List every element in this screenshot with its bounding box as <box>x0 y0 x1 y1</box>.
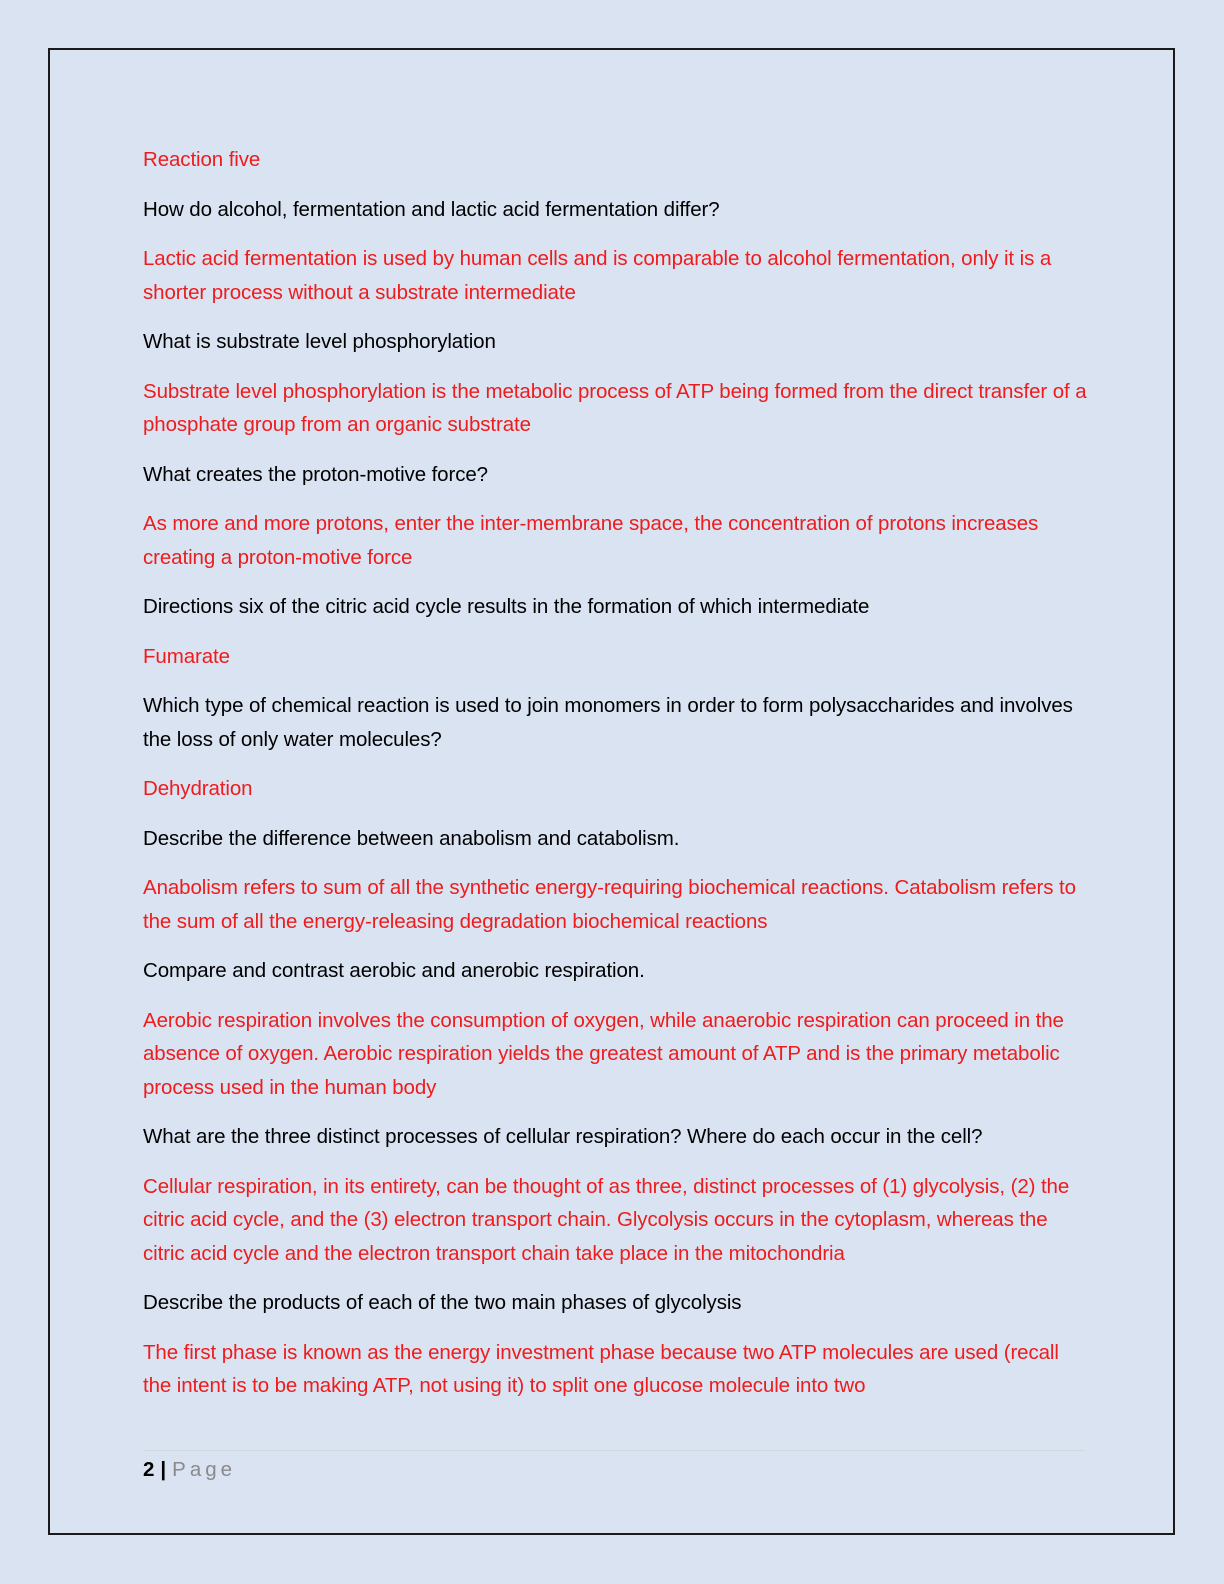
question-text: Describe the difference between anabolism and catabolism. <box>143 826 680 850</box>
question-text: What are the three distinct processes of cellular respiration? Where do each occur in the cell? <box>143 1125 983 1148</box>
page-footer <box>143 1455 236 1485</box>
question-text: How do alcohol, fermentation and lactic acid fermentation differ? <box>143 197 720 221</box>
answer-text: Cellular respiration, in its entirety, can be thought of as three, distinct processes of (1) glycolysis, (2) the citric acid cycle, and the (3) electron transport chain. Glycolysis occurs in the cytoplasm, whereas the citric acid cycle and the electron transport chain take place in the mitochondria <box>143 1174 1070 1265</box>
answer-text: Dehydration <box>143 777 253 800</box>
page-number: 2 <box>143 1458 155 1481</box>
footer-divider <box>143 1450 1085 1451</box>
question-text: What is substrate level phosphorylation <box>143 330 496 353</box>
answer-text: Lactic acid fermentation is used by human cells and is comparable to alcohol fermentation, only it is a shorter process without a substrate intermediate <box>143 247 1052 304</box>
answer-text: Reaction five <box>143 148 261 171</box>
question-text: Which type of chemical reaction is used to join monomers in order to form polysaccharides and involves the loss of only water molecules? <box>143 694 1073 751</box>
answer-text: The first phase is known as the energy investment phase because two ATP molecules are used (recall the intent is to be making ATP, not using it) to split one glucose molecule into two <box>143 1340 1059 1397</box>
question-text: Compare and contrast aerobic and anerobic respiration. <box>143 959 645 982</box>
page-word: Page <box>172 1458 237 1481</box>
question-text: Describe the products of each of the two main phases of glycolysis <box>143 1291 742 1314</box>
question-text: What creates the proton-motive force? <box>143 462 488 486</box>
answer-text: Anabolism refers to sum of all the synthetic energy-requiring biochemical reactions. Catabolism refers to the sum of all the energy-releasing degradation biochemical reactions <box>143 876 1076 933</box>
question-text: Directions six of the citric acid cycle results in the formation of which intermediate <box>143 595 870 618</box>
answer-text: As more and more protons, enter the inter-membrane space, the concentration of protons increases creating a proton-motive force <box>143 512 1039 569</box>
document-body <box>143 143 1088 1419</box>
answer-text: Fumarate <box>143 644 230 668</box>
footer-separator: | <box>160 1458 167 1481</box>
answer-text: Aerobic respiration involves the consumption of oxygen, while anaerobic respiration can proceed in the absence of oxygen. Aerobic respiration yields the greatest amount of ATP and is the primary metabolic process used in the human body <box>143 1008 1064 1099</box>
answer-text: Substrate level phosphorylation is the metabolic process of ATP being formed from the direct transfer of a phosphate group from an organic substrate <box>143 379 1087 436</box>
